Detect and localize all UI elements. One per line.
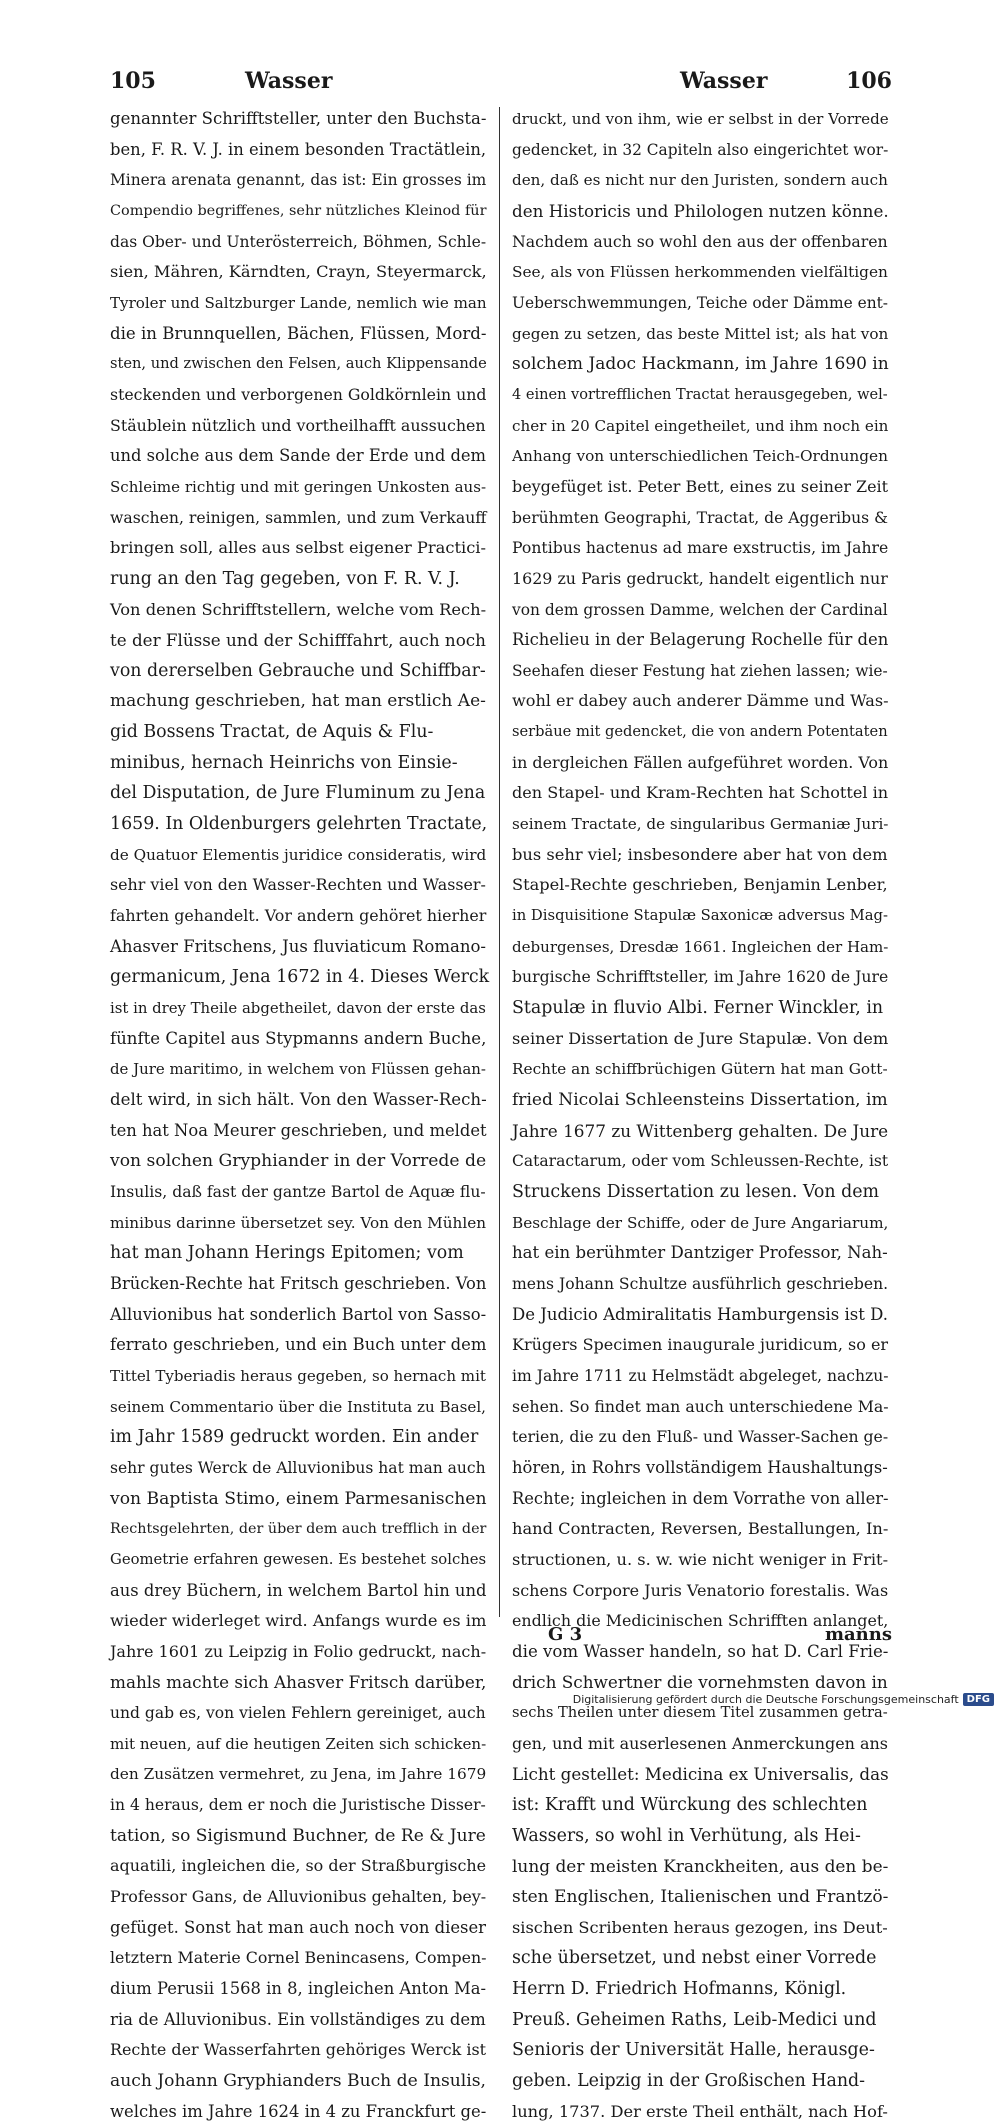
text-line: bringen soll, alles aus selbst eigener Practici- xyxy=(110,538,486,558)
text-line: Von denen Schrifftstellern, welche vom Rech- xyxy=(110,599,487,619)
text-line: hat man Johann Herings Epitomen; vom xyxy=(110,1243,464,1264)
text-line: genannter Schrifftsteller, unter den Buchsta- xyxy=(110,109,487,128)
text-line: fried Nicolai Schleensteins Dissertation, im xyxy=(512,1090,888,1110)
text-line: lung der meisten Kranckheiten, aus den be- xyxy=(512,1856,889,1877)
text-line: serbäue mit gedencket, die von andern Potentaten xyxy=(512,723,888,741)
text-line: del Disputation, de Jure Fluminum zu Jena xyxy=(110,783,486,804)
text-line: von dererselben Gebrauche und Schiffbar- xyxy=(110,660,486,681)
text-line: Preuß. Geheimen Raths, Leib-Medici und xyxy=(512,2009,877,2030)
text-line: seinem Tractate, de singularibus Germaniæ Juri- xyxy=(512,815,889,834)
text-line: den Zusätzen vermehret, zu Jena, im Jahre 1679 xyxy=(110,1765,487,1784)
text-line: ten hat Noa Meurer geschrieben, und meldet xyxy=(110,1120,487,1140)
text-line: den Historicis und Philologen nutzen könne. xyxy=(512,200,889,221)
text-line: Rechte; ingleichen in dem Vorrathe von aller- xyxy=(512,1488,889,1508)
text-line: fünfte Capitel aus Stypmanns andern Buche, xyxy=(110,1028,487,1048)
text-line: Nachdem auch so wohl den aus der offenbaren xyxy=(512,231,888,251)
text-line: mahls machte sich Ahasver Fritsch darüber, xyxy=(110,1672,487,1693)
text-line: das Ober- und Unterösterreich, Böhmen, Schle- xyxy=(110,232,487,251)
text-line: in dergleichen Fällen aufgeführet worden. Von xyxy=(512,752,889,772)
credit-text: Digitalisierung gefördert durch die Deutsche Forschungsgemeinschaft xyxy=(572,1693,959,1706)
text-line: sien, Mähren, Kärndten, Crayn, Steyermarck, xyxy=(110,262,487,282)
text-line: Beschlage der Schiffe, oder de Jure Angariarum, xyxy=(512,1213,889,1232)
text-line: mit neuen, auf die heutigen Zeiten sich schicken- xyxy=(110,1734,487,1753)
text-line: 1629 zu Paris gedruckt, handelt eigentlich nur xyxy=(512,568,888,588)
text-line: ria de Alluvionibus. Ein vollständiges zu dem xyxy=(110,2009,486,2029)
text-line: Alluvionibus hat sonderlich Bartol von Sasso- xyxy=(110,1304,487,1324)
running-header xyxy=(110,62,892,102)
text-line: de Jure maritimo, in welchem von Flüssen gehan- xyxy=(110,1060,486,1079)
page-number-left: 105 xyxy=(110,68,156,94)
text-line: cher in 20 Capitel eingetheilet, und ihm noch ein xyxy=(512,416,889,435)
text-line: wohl er dabey auch anderer Dämme und Was- xyxy=(512,691,889,711)
text-line: Struckens Dissertation zu lesen. Von dem xyxy=(512,1181,879,1202)
text-line: bus sehr viel; insbesondere aber hat von dem xyxy=(512,844,888,864)
text-line: germanicum, Jena 1672 in 4. Dieses Werck xyxy=(110,967,490,988)
running-title-right: Wasser xyxy=(680,68,768,94)
text-line: in 4 heraus, dem er noch die Juristische Disser- xyxy=(110,1796,486,1815)
text-line: sten, und zwischen den Felsen, auch Klippensande xyxy=(110,355,487,373)
text-line: hand Contracten, Reversen, Bestallungen, In- xyxy=(512,1519,889,1539)
text-line: Geometrie erfahren gewesen. Es bestehet solches xyxy=(110,1550,487,1568)
text-line: Stapulæ in fluvio Albi. Ferner Winckler, in xyxy=(512,998,884,1019)
text-line: endlich die Medicinischen Schrifften anlanget, xyxy=(512,1611,889,1631)
text-line: von Baptista Stimo, einem Parmesanischen xyxy=(110,1488,487,1509)
catchword: manns xyxy=(824,1624,892,1645)
text-line: Herrn D. Friedrich Hofmanns, Königl. xyxy=(512,1979,847,2000)
text-line: burgische Schrifftsteller, im Jahre 1620 de Jure xyxy=(512,967,889,987)
text-line: sche übersetzet, und nebst einer Vorrede xyxy=(512,1948,877,1969)
column-divider xyxy=(499,107,500,1617)
text-line: schens Corpore Juris Venatorio forestalis. Was xyxy=(512,1580,889,1600)
text-line: ben, F. R. V. J. in einem besonden Tractätlein, xyxy=(110,139,487,159)
text-line: te der Flüsse und der Schifffahrt, auch noch xyxy=(110,630,486,651)
text-line: Rechte der Wasserfahrten gehöriges Werck ist xyxy=(110,2040,487,2060)
text-line: Senioris der Universität Halle, herausge- xyxy=(512,2040,875,2061)
text-line: Compendio begriffenes, sehr nützliches Kleinod für xyxy=(110,202,487,219)
text-line: Schleime richtig und mit geringen Unkosten aus- xyxy=(110,477,487,496)
text-line: Krügers Specimen inaugurale juridicum, so er xyxy=(512,1335,889,1355)
text-line: seiner Dissertation de Jure Stapulæ. Von dem xyxy=(512,1028,889,1048)
text-line: hören, in Rohrs vollständigem Haushaltungs- xyxy=(512,1457,888,1477)
signature-mark: G 3 xyxy=(548,1624,583,1645)
text-line: sischen Scribenten heraus gezogen, ins Deut- xyxy=(512,1917,888,1937)
text-line: ist in drey Theile abgetheilet, davon der erste das xyxy=(110,999,486,1018)
text-line: delt wird, in sich hält. Von den Wasser-Rech- xyxy=(110,1090,487,1109)
text-line: tation, so Sigismund Buchner, de Re & Jure xyxy=(110,1825,486,1846)
text-line: Stapel-Rechte geschrieben, Benjamin Lenber, xyxy=(512,875,888,895)
text-column-left xyxy=(110,104,490,2121)
text-line: Stäublein nützlich und vortheilhafft aussuchen xyxy=(110,415,486,435)
text-line: auch Johann Gryphianders Buch de Insulis, xyxy=(110,2071,486,2091)
text-line: 4 einen vortrefflichen Tractat herausgegeben, wel- xyxy=(512,386,888,403)
text-line: gegen zu setzen, das beste Mittel ist; als hat von xyxy=(512,324,889,343)
text-line: 1659. In Oldenburgers gelehrten Tractate, xyxy=(110,814,488,835)
text-line: sten Englischen, Italienischen und Frantzö- xyxy=(512,1887,889,1908)
text-line: machung geschrieben, hat man erstlich Ae- xyxy=(110,691,486,712)
text-line: De Judicio Admiralitatis Hamburgensis ist D. xyxy=(512,1304,889,1324)
text-line: Jahre 1601 zu Leipzig in Folio gedruckt, nach- xyxy=(110,1641,487,1661)
text-line: solchem Jadoc Hackmann, im Jahre 1690 in xyxy=(512,354,889,375)
text-line: sehr viel von den Wasser-Rechten und Wasser- xyxy=(110,875,486,895)
text-line: wieder widerleget wird. Anfangs wurde es im xyxy=(110,1611,487,1631)
text-line: minibus darinne übersetzet sey. Von den Mühlen xyxy=(110,1213,487,1232)
text-line: rung an den Tag gegeben, von F. R. V. J. xyxy=(110,568,460,589)
text-line: mens Johann Schultze ausführlich geschrieben. xyxy=(512,1274,889,1293)
text-line: gedencket, in 32 Capiteln also eingerichtet wor- xyxy=(512,140,889,159)
text-line: die vom Wasser handeln, so hat D. Carl Frie- xyxy=(512,1641,889,1661)
text-line: terien, die zu den Fluß- und Wasser-Sachen ge- xyxy=(512,1427,889,1447)
text-line: ferrato geschrieben, und ein Buch unter dem xyxy=(110,1335,487,1355)
text-line: Ahasver Fritschens, Jus fluviaticum Romano- xyxy=(110,936,487,956)
text-line: im Jahr 1589 gedruckt worden. Ein ander xyxy=(110,1427,479,1448)
text-line: aquatili, ingleichen die, so der Straßburgische xyxy=(110,1856,487,1876)
text-line: drich Schwertner die vornehmsten davon in xyxy=(512,1672,888,1693)
text-line: sehen. So findet man auch unterschiedene Ma- xyxy=(512,1396,889,1416)
text-line: Professor Gans, de Alluvionibus gehalten, bey- xyxy=(110,1887,487,1907)
text-line: berühmten Geographi, Tractat, de Aggeribus & xyxy=(512,508,888,527)
text-line: structionen, u. s. w. wie nicht weniger in Frit- xyxy=(512,1549,889,1569)
text-line: See, als von Flüssen herkommenden vielfältigen xyxy=(512,263,888,282)
text-line: steckenden und verborgenen Goldkörnlein und xyxy=(110,384,487,404)
text-line: Licht gestellet: Medicina ex Universalis, das xyxy=(512,1764,889,1785)
text-line: Insulis, daß fast der gantze Bartol de Aquæ flu- xyxy=(110,1182,486,1201)
text-line: Richelieu in der Belagerung Rochelle für den xyxy=(512,630,889,650)
digitization-credit xyxy=(573,1693,994,1706)
text-line: aus drey Büchern, in welchem Bartol hin und xyxy=(110,1580,487,1600)
text-line: Ueberschwemmungen, Teiche oder Dämme ent- xyxy=(512,293,888,312)
text-line: dium Perusii 1568 in 8, ingleichen Anton Ma- xyxy=(110,1979,486,1999)
text-line: Tyroler und Saltzburger Lande, nemlich wie man xyxy=(110,293,487,312)
text-line: de Quatuor Elementis juridice consideratis, wird xyxy=(110,845,487,864)
text-line: letztern Materie Cornel Benincasens, Compen- xyxy=(110,1948,487,1968)
text-line: den, daß es nicht nur den Juristen, sondern auch xyxy=(512,171,888,190)
text-line: Rechtsgelehrten, der über dem auch trefflich in der xyxy=(110,1521,487,1538)
text-line: Pontibus hactenus ad mare exstructis, im Jahre xyxy=(512,538,889,558)
text-line: seinem Commentario über die Instituta zu Basel, xyxy=(110,1397,486,1416)
text-line: Brücken-Rechte hat Fritsch geschrieben. Von xyxy=(110,1273,487,1293)
text-line: hat ein berühmter Dantziger Professor, Nah- xyxy=(512,1243,888,1263)
text-line: im Jahre 1711 zu Helmstädt abgeleget, nachzu- xyxy=(512,1366,889,1385)
text-line: gid Bossens Tractat, de Aquis & Flu- xyxy=(110,722,434,743)
page-number-right: 106 xyxy=(846,68,892,94)
text-line: geben. Leipzig in der Großischen Hand- xyxy=(512,2071,866,2091)
text-line: Tittel Tyberiadis heraus gegeben, so hernach mit xyxy=(110,1366,486,1385)
text-line: Wassers, so wohl in Verhütung, als Hei- xyxy=(512,1825,861,1846)
text-line: Anhang von unterschiedlichen Teich-Ordnungen xyxy=(512,447,888,466)
text-line: sehr gutes Werck de Alluvionibus hat man auch xyxy=(110,1458,486,1477)
text-line: den Stapel- und Kram-Rechten hat Schottel in xyxy=(512,783,889,803)
text-line: und solche aus dem Sande der Erde und dem xyxy=(110,446,487,466)
text-line: von dem grossen Damme, welchen der Cardinal xyxy=(512,600,888,619)
text-line: lung, 1737. Der erste Theil enthält, nach Hof- xyxy=(512,2101,888,2121)
text-line: fahrten gehandelt. Vor andern gehöret hierher xyxy=(110,906,487,926)
text-line: beygefüget ist. Peter Bett, eines zu seiner Zeit xyxy=(512,476,889,496)
running-title-left: Wasser xyxy=(245,68,333,94)
text-line: gefüget. Sonst hat man auch noch von dieser xyxy=(110,1917,487,1937)
text-line: Minera arenata genannt, das ist: Ein grosses im xyxy=(110,171,487,190)
text-line: Cataractarum, oder vom Schleussen-Rechte, ist xyxy=(512,1152,889,1171)
text-line: Rechte an schiffbrüchigen Gütern hat man Gott- xyxy=(512,1060,888,1079)
text-line: druckt, und von ihm, wie er selbst in der Vorrede xyxy=(512,110,889,128)
text-line: waschen, reinigen, sammlen, und zum Verkauff xyxy=(110,507,487,527)
text-line: sechs Theilen unter diesem Titel zusammen getra- xyxy=(512,1704,888,1722)
page-footer xyxy=(110,1624,892,1654)
text-line: Jahre 1677 zu Wittenberg gehalten. De Jure xyxy=(512,1120,889,1141)
text-line: ist: Krafft und Würckung des schlechten xyxy=(512,1795,868,1816)
dfg-logo: DFG xyxy=(963,1693,994,1706)
text-line: minibus, hernach Heinrichs von Einsie- xyxy=(110,752,458,773)
text-line: in Disquisitione Stapulæ Saxonicæ adversus Mag- xyxy=(512,907,888,925)
text-line: deburgenses, Dresdæ 1661. Ingleichen der Ham- xyxy=(512,937,889,956)
text-line: die in Brunnquellen, Bächen, Flüssen, Mord- xyxy=(110,323,487,343)
text-line: und gab es, von vielen Fehlern gereiniget, auch xyxy=(110,1704,486,1723)
text-line: von solchen Gryphiander in der Vorrede de xyxy=(110,1151,487,1172)
text-line: welches im Jahre 1624 in 4 zu Franckfurt ge- xyxy=(110,2101,487,2121)
text-line: Seehafen dieser Festung hat ziehen lassen; wie- xyxy=(512,661,888,680)
text-line: gen, und mit auserlesenen Anmerckungen ans xyxy=(512,1733,888,1753)
